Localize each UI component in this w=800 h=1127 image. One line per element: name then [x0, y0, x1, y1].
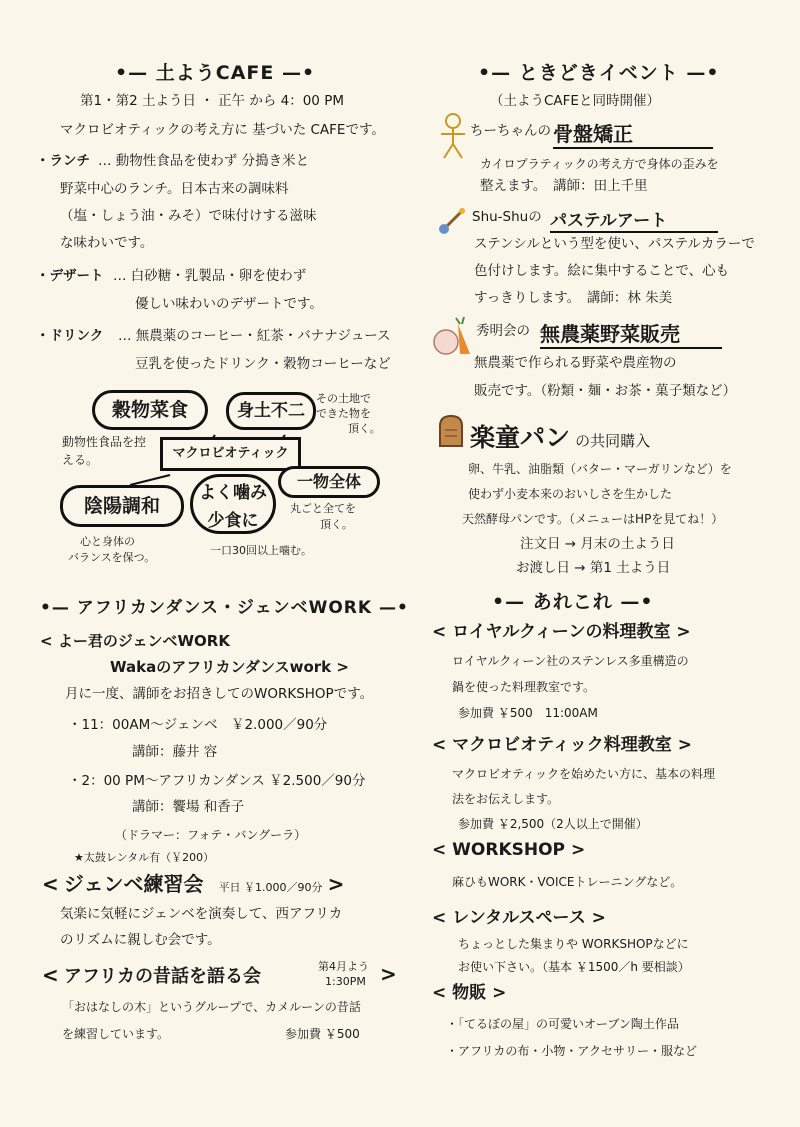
drummer-name: （ドラマー：フォテ・バングーラ）: [115, 828, 307, 842]
veg-desc-1: 無農薬で作られる野菜や農産物の: [474, 355, 677, 371]
dessert-text-2: 優しい味わいのデザートです。: [135, 296, 323, 312]
story-fee: 参加費 ￥500: [285, 1027, 360, 1041]
story-heading: < アフリカの昔話を語る会: [42, 963, 261, 987]
bread-delivery-date: お渡し日 → 第1 土よう日: [516, 560, 671, 576]
pastel-desc-2: 色付けします。絵に集中することで、心も: [474, 263, 730, 279]
workshop-desc: 麻ひもWORK・VOICEトレーニングなど。: [452, 875, 683, 889]
bread-order-date: 注文日 → 月末の土よう日: [520, 536, 675, 552]
practice-desc-2: のリズムに親しむ会です。: [60, 932, 221, 948]
misc-title: あれこれ: [532, 591, 613, 613]
heading-ornament-left: •—: [40, 598, 70, 618]
pastel-desc-3: すっきりします。 講師：林 朱美: [474, 290, 673, 306]
chew-well-line-1: よく噛み: [199, 483, 267, 503]
heading-ornament-right: —•: [686, 62, 720, 84]
goods-title: 物販: [452, 983, 487, 1003]
bread-desc-1: 卵、牛乳、油脂類（バター・マーガリンなど）を: [468, 462, 732, 476]
practice-desc-1: 気楽に気軽にジェンベを演奏して、西アフリカ: [60, 906, 343, 922]
drink-label: ・ドリンク: [36, 328, 104, 344]
seitai-title: 骨盤矯正: [553, 118, 713, 149]
djembe-time-price: ・11：00AM～ジェンベ ￥2.000／90分: [68, 717, 328, 733]
macrobiotic-center-box: マクロビオティック: [160, 437, 301, 471]
lunch-text-1: … 動物性食品を使わず 分搗き米と: [98, 153, 310, 169]
vegetables-icon: [430, 316, 474, 358]
macro-class-heading: < マクロビオティック料理教室 >: [432, 735, 692, 755]
lunch-text-3: （塩・しょう油・みそ）で味付けする滋味: [60, 208, 317, 224]
royal-class-title: ロイヤルクィーンの料理教室: [452, 622, 671, 642]
bread-desc-3: 天然酵母パンです。（メニューはHPを見てね！）: [462, 512, 724, 526]
bread-shop-title: 楽童パン: [470, 423, 571, 452]
heading-ornament-left: •—: [492, 591, 526, 613]
inyo-note-1: 心と身体の: [80, 535, 135, 548]
lunch-label: ・ランチ: [36, 153, 90, 169]
pastel-title: パステルアート: [550, 206, 718, 233]
bread-loaf-icon: [436, 414, 466, 448]
story-desc-1: 「おはなしの木」というグループで、カメルーンの昔話: [62, 1000, 361, 1014]
royal-fee: 参加費 ￥500 11:00AM: [458, 706, 598, 720]
seitai-desc-1: カイロプラティックの考え方で身体の歪みを: [480, 157, 719, 171]
macro-class-desc-1: マクロビオティックを始めたい方に、基本の料理: [452, 767, 716, 781]
shindo-funi-bubble: 身土不二: [226, 392, 316, 430]
heading-ornament-right: —•: [282, 62, 316, 84]
djembe-work-subtitle: よー君のジェンベWORK: [57, 632, 230, 650]
seitai-teacher-prefix: ちーちゃんの: [470, 123, 551, 139]
drink-text-2: 豆乳を使ったドリンク・穀物コーヒーなど: [135, 356, 391, 372]
story-desc-2: を練習しています。: [62, 1027, 170, 1041]
inyo-chowa-bubble: 陰陽調和: [60, 485, 184, 527]
grain-vegetable-bubble: 穀物菜食: [92, 390, 208, 430]
djembe-work-title: < よー君のジェンベWORK: [40, 632, 230, 650]
drum-rental-note: ★太鼓レンタル有（￥200）: [74, 851, 215, 864]
macro-class-fee: 参加費 ￥2,500（2人以上で開催）: [458, 817, 648, 831]
rental-space-heading: < レンタルスペース >: [432, 908, 606, 928]
event-subtitle: （土ようCAFEと同時開催）: [490, 93, 660, 109]
dance-time-price: ・2：00 PM～アフリカンダンス ￥2.500／90分: [68, 773, 366, 789]
heading-ornament-right: —•: [378, 598, 409, 618]
dance-teacher: 講師：饗場 和香子: [132, 799, 245, 815]
rental-space-title: レンタルスペース: [452, 908, 586, 928]
macro-class-title: マクロビオティック料理教室: [452, 735, 672, 755]
goods-heading: < 物販 >: [432, 983, 507, 1003]
goods-item-1: ・「てるぼの屋」の可愛いオーブン陶土作品: [446, 1017, 679, 1031]
rental-desc-1: ちょっとした集まりや WORKSHOPなどに: [458, 937, 689, 951]
dance-title: アフリカンダンス・ジェンベWORK: [76, 598, 373, 618]
pastel-teacher-prefix: Shu-Shuの: [472, 209, 542, 225]
practice-heading: < ジェンベ練習会 平日 ￥1.000／90分 >: [42, 872, 345, 896]
event-title: ときどきイベント: [518, 62, 679, 84]
story-day: 第4月よう: [318, 960, 369, 973]
djembe-teacher: 講師：藤井 容: [132, 744, 218, 760]
dessert-label: ・デザート: [36, 268, 104, 284]
flyer-page: •— 土ようCAFE —• 第1・第2 土よう日 ・ 正午 から 4：00 PM マクロビオティックの考え方に 基づいた CAFEです。 ・ランチ … 動物性食品を使わず 分搗き米と 野菜中心のランチ。日本古来の調味料 （塩・しょう油・みそ）で味付けする滋味 な味わいです。 ・デザート … 白砂糖・乳製品・卵を使わず 優しい味わいのデザートです。 ・ドリンク … 無農薬のコーヒー・紅茶・バナナジュース 豆乳を使ったドリンク・穀物コーヒーなど 穀物菜食 身土不二 その土地で できた物を 頂く。 動物性食品を控える。 マクロビオティック 一物全体 丸ごと全てを 頂く。 陰陽調和 心と身体の バランスを保つ。 よく噛み 少食に 一口30回以上噛む。 •— アフリカンダンス・ジェンベWORK —• < よー君のジェンベWORK Wakaのアフリカンダンスwork > 月に一度、講師をお招きしてのWORKSHOPです。 ・11：00AM～ジェンベ ￥2.000／90分 講師：藤井 容 ・2：00 PM～アフリカンダンス ￥2.500／90分 講師：饗場 和香子 （ドラマー：フォテ・バングーラ） ★太鼓レンタル有（￥200） < ジェンベ練習会 平日 ￥1.000／90分 > 気楽に気軽にジェンベを演奏して、西アフリカ のリズムに親しむ会です。 < アフリカの昔話を語る会 第4月よう 1:30PM > 「おはなしの木」というグループで、カメルーンの昔話 を練習しています。 参加費 ￥500 •— ときどきイベント —• （土ようCAFEと同時開催） ちーちゃんの 骨盤矯正 カイロプラティックの考え方で身体の歪みを 整えます。 講師：田上千里 Shu-Shuの パステルアート ステンシルという型を使い、パステルカラーで 色付けします。絵に集中することで、心も すっきりします。 講師：林 朱美 秀明会の 無農薬野菜販売 無農薬で作られる野菜や農産物の 販売です。（粉類・麺・お茶・菓子類など） 楽童パン の共同購入 卵、牛乳、油脂類（バター・マーガリンなど）を 使わず小麦本来のおいしさを生かした 天然酵母パンです。（メニューはHPを見てね！） 注文日 → 月末の土よう日 お渡し日 → 第1 土よう日 •— あれこれ —• < ロイヤルクィーンの料理教室 > ロイヤルクィーン社のステンレス多重構造の 鍋を使った料理教室です。 参加費 ￥500 11:00AM < マクロビオティック料理教室 > マクロビオティックを始めたい方に、基本の料理 法をお伝えします。 参加費 ￥2,500（2人以上で開催） < WORKSHOP > 麻ひもWORK・VOICEトレーニングなど。 < レンタルスペース > ちょっとした集まりや WORKSHOPなどに お使い下さい。（基本 ￥1500／h 要相談） < 物販 > ・「てるぼの屋」の可愛いオーブン陶土作品 ・アフリカの布・小物・アクセサリー・服など: [0, 0, 800, 1127]
veg-desc-2: 販売です。（粉類・麺・お茶・菓子類など）: [474, 383, 737, 399]
practice-price: 平日 ￥1.000／90分: [218, 881, 323, 894]
rental-desc-2: お使い下さい。（基本 ￥1500／h 要相談）: [458, 960, 690, 974]
macro-class-desc-2: 法をお伝えします。: [452, 792, 560, 806]
dance-work-title: Wakaのアフリカンダンスwork >: [110, 658, 349, 676]
chew-well-line-2: 少食に: [207, 511, 259, 531]
royal-desc-2: 鍋を使った料理教室です。: [452, 680, 596, 694]
workshop-title: WORKSHOP: [452, 840, 566, 860]
event-heading: [478, 58, 720, 85]
drink-text-1: … 無農薬のコーヒー・紅茶・バナナジュース: [118, 328, 391, 344]
dance-heading: [40, 593, 409, 618]
royal-class-heading: < ロイヤルクィーンの料理教室 >: [432, 622, 691, 642]
story-time: 1:30PM: [325, 975, 366, 988]
ichibutsu-note-2: 頂く。: [320, 518, 353, 531]
cafe-schedule: 第1・第2 土よう日 ・ 正午 から 4：00 PM: [80, 93, 344, 109]
ichibutsu-note-1: 丸ごと全てを: [290, 502, 356, 515]
heading-ornament-left: •—: [478, 62, 512, 84]
veg-seller-prefix: 秀明会の: [476, 323, 530, 339]
lunch-text-4: な味わいです。: [60, 235, 154, 251]
chew-well-bubble: [190, 474, 276, 534]
cafe-concept: マクロビオティックの考え方に 基づいた CAFEです。: [60, 122, 385, 138]
heading-ornament-left: •—: [115, 62, 149, 84]
practice-title: ジェンベ練習会: [63, 872, 204, 896]
paintbrush-icon: [436, 205, 470, 235]
bread-heading: [470, 418, 650, 454]
shindo-note-2: できた物を: [316, 407, 371, 420]
ichibutsu-zentai-bubble: 一物全体: [278, 466, 380, 498]
stick-figure-icon: [438, 112, 468, 160]
royal-desc-1: ロイヤルクィーン社のステンレス多重構造の: [452, 654, 689, 668]
cafe-heading: [115, 58, 315, 85]
heading-ornament-right: —•: [620, 591, 654, 613]
lunch-text-2: 野菜中心のランチ。日本古来の調味料: [60, 181, 289, 197]
dessert-text-1: … 白砂糖・乳製品・卵を使わず: [113, 268, 307, 284]
dance-work-subtitle: Wakaのアフリカンダンスwork: [110, 658, 332, 676]
cafe-title: 土ようCAFE: [155, 62, 275, 84]
story-title: アフリカの昔話を語る会: [63, 966, 261, 987]
inyo-note-2: バランスを保つ。: [68, 551, 156, 564]
pastel-desc-1: ステンシルという型を使い、パステルカラーで: [474, 236, 755, 252]
workshop-intro: 月に一度、講師をお招きしてのWORKSHOPです。: [65, 686, 374, 702]
veg-title: 無農薬野菜販売: [540, 318, 722, 349]
chew-well-note: 一口30回以上噛む。: [210, 544, 312, 557]
shindo-note-3: 頂く。: [348, 422, 381, 435]
bread-desc-2: 使わず小麦本来のおいしさを生かした: [468, 487, 673, 501]
bread-shop-suffix: の共同購入: [575, 432, 651, 450]
workshop-heading: < WORKSHOP >: [432, 840, 586, 860]
misc-heading: [492, 587, 654, 614]
grain-note: 動物性食品を控える。: [62, 435, 147, 467]
shindo-note-1: その土地で: [316, 392, 371, 405]
seitai-desc-2: 整えます。 講師：田上千里: [480, 178, 648, 194]
goods-item-2: ・アフリカの布・小物・アクセサリー・服など: [446, 1044, 698, 1058]
